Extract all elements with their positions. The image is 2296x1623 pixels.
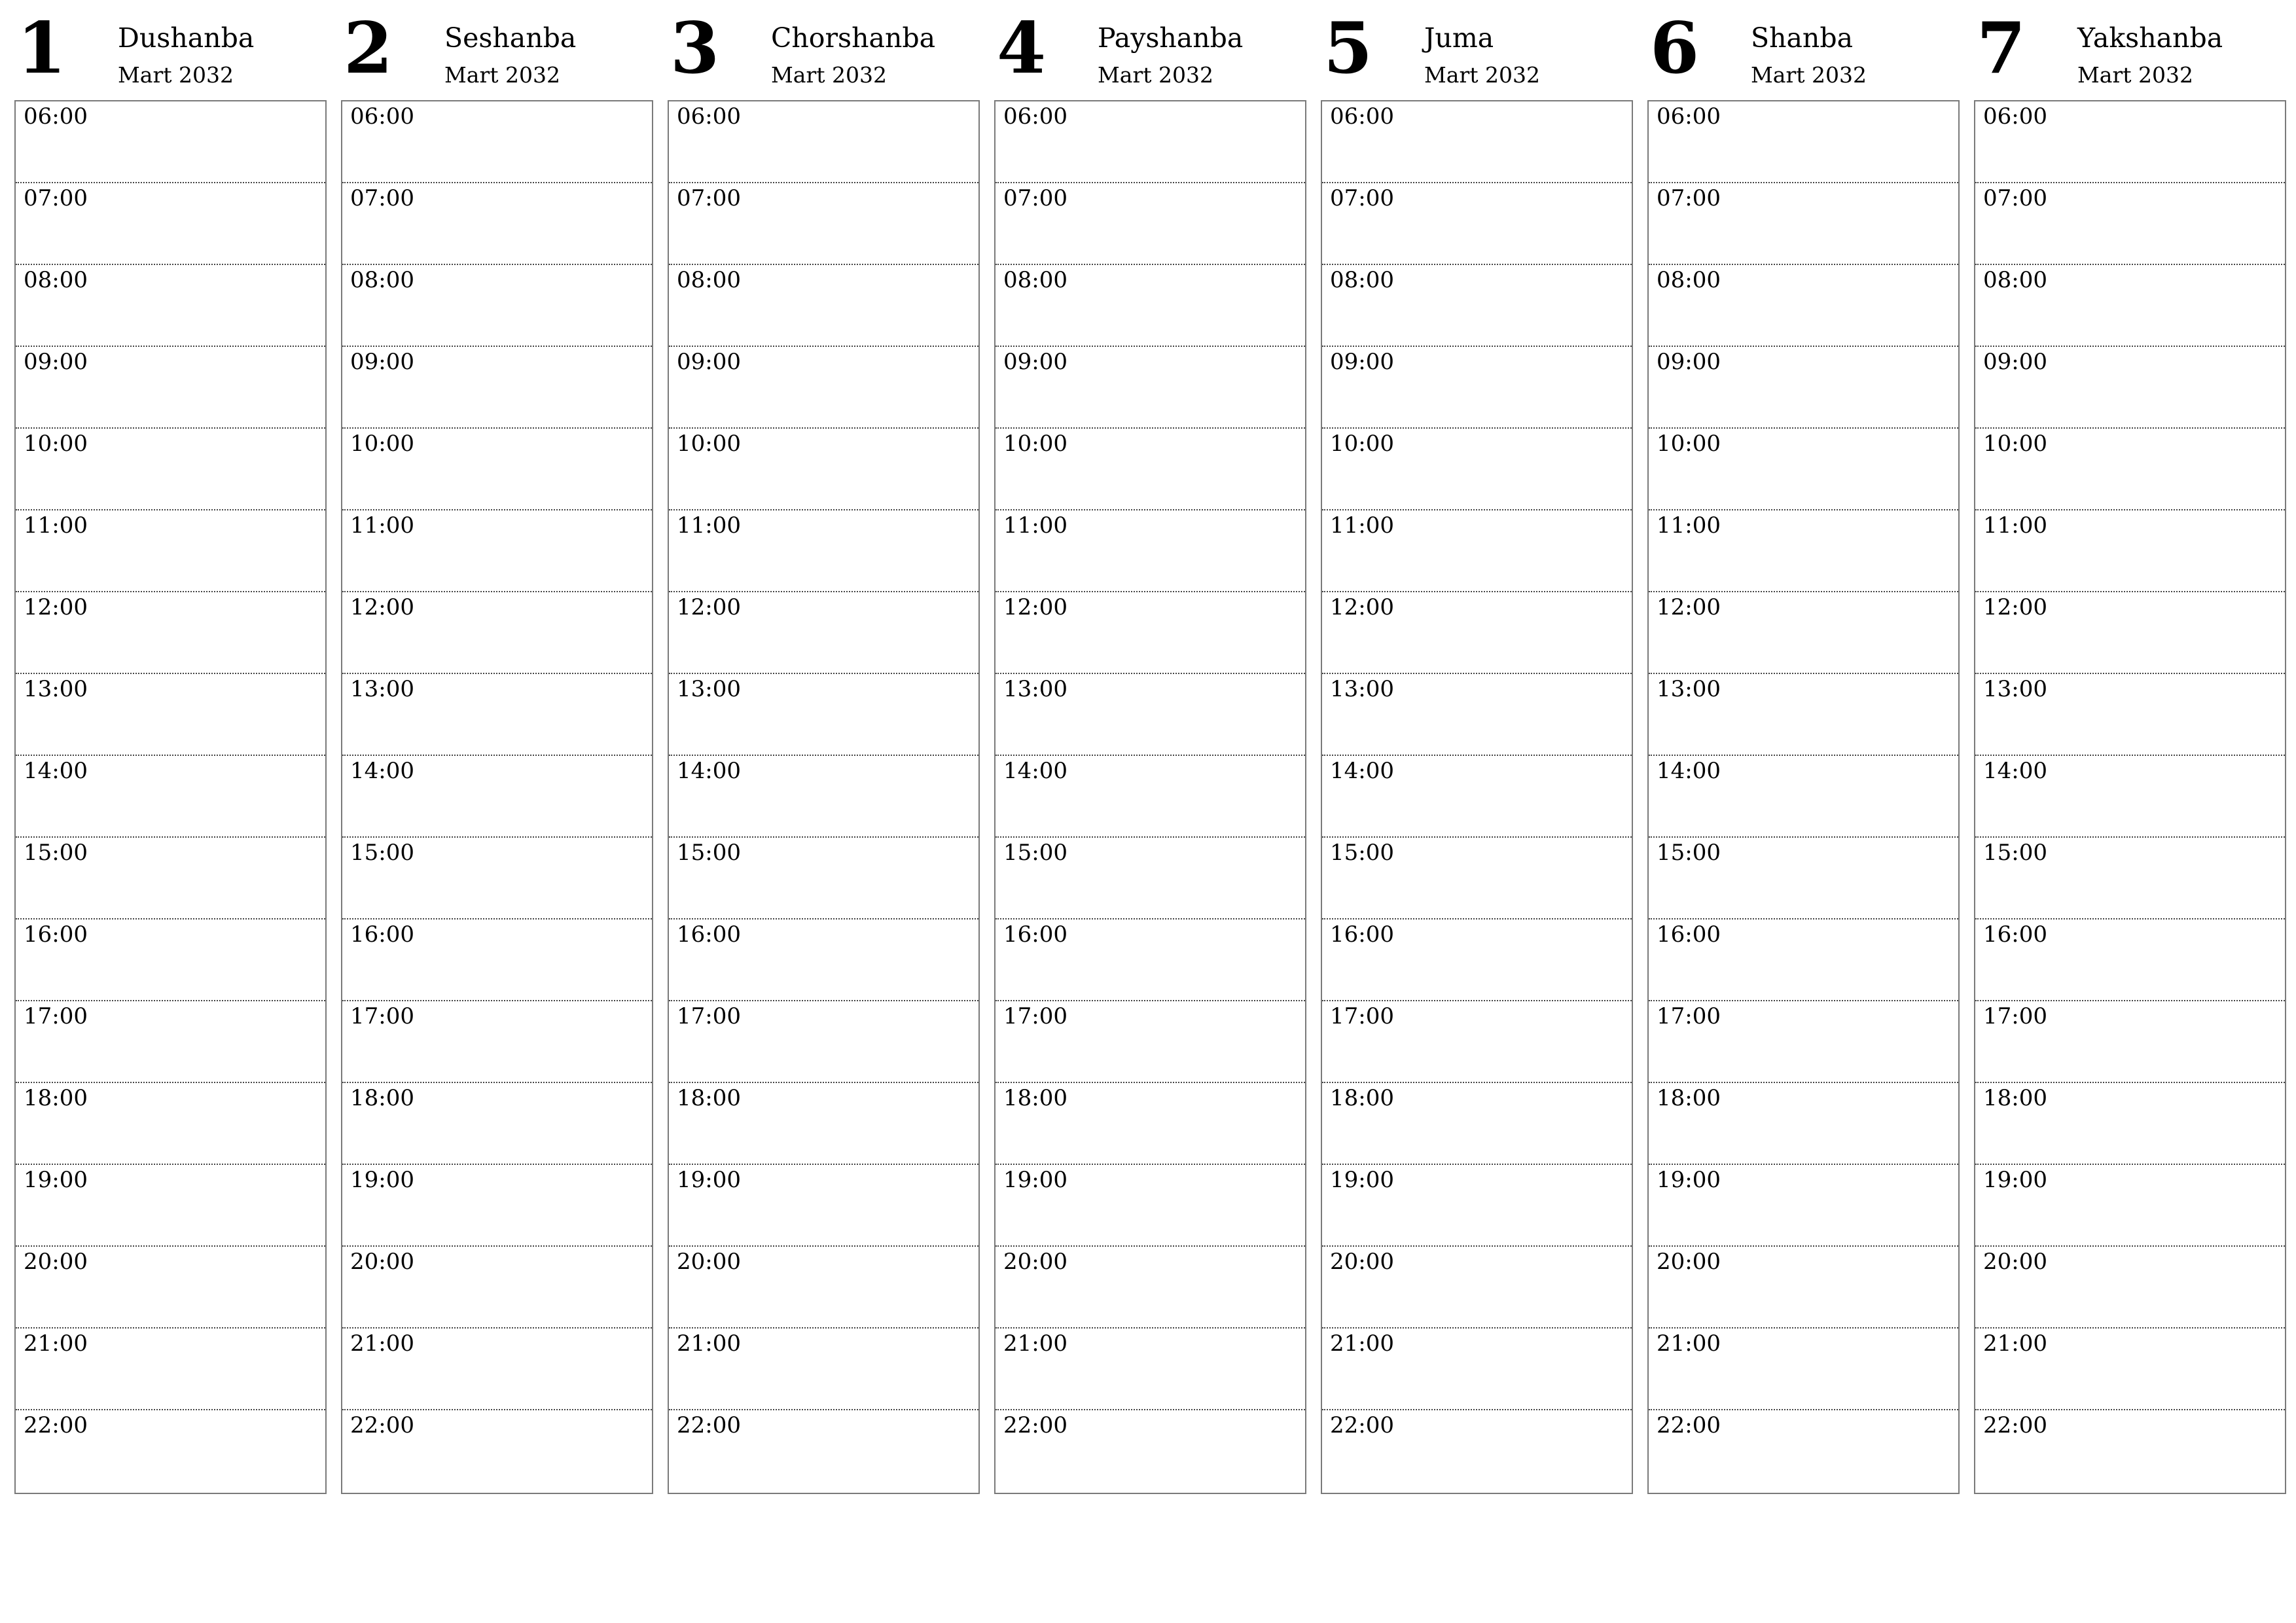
time-label: 22:00 [1983, 1412, 2047, 1438]
day-name: Dushanba [118, 22, 255, 54]
time-slot[interactable] [342, 510, 652, 592]
time-label: 16:00 [1003, 921, 1067, 948]
time-label: 08:00 [1330, 267, 1394, 293]
time-label: 11:00 [24, 512, 88, 539]
time-label: 22:00 [24, 1412, 88, 1438]
time-slot[interactable] [16, 101, 325, 183]
time-slot[interactable] [1975, 1083, 2285, 1165]
time-label: 10:00 [1003, 431, 1067, 457]
time-label: 07:00 [1330, 185, 1394, 211]
time-label: 19:00 [677, 1167, 741, 1193]
time-slot[interactable] [1975, 101, 2285, 183]
time-slot[interactable] [1649, 1083, 1958, 1165]
time-label: 21:00 [1330, 1330, 1394, 1357]
time-label: 11:00 [1003, 512, 1067, 539]
time-slot[interactable] [16, 838, 325, 919]
time-slot[interactable] [996, 1410, 1305, 1492]
time-slot[interactable] [16, 1083, 325, 1165]
time-label: 22:00 [1330, 1412, 1394, 1438]
time-slot[interactable] [996, 101, 1305, 183]
time-slot[interactable] [342, 1001, 652, 1083]
day-month: Mart 2032 [1098, 62, 1213, 88]
time-slot[interactable] [1322, 674, 1632, 756]
time-slot[interactable] [1649, 592, 1958, 674]
time-label: 12:00 [350, 594, 414, 620]
time-label: 21:00 [24, 1330, 88, 1357]
time-slot[interactable] [16, 592, 325, 674]
time-label: 08:00 [24, 267, 88, 293]
time-label: 17:00 [1657, 1003, 1721, 1029]
time-slot[interactable] [669, 1410, 978, 1492]
time-slot[interactable] [669, 838, 978, 919]
time-slot[interactable] [1975, 429, 2285, 510]
time-slot[interactable] [1649, 1001, 1958, 1083]
day-schedule-box [1647, 100, 1960, 1494]
time-slot[interactable] [16, 1165, 325, 1247]
time-slot[interactable] [669, 1165, 978, 1247]
time-label: 13:00 [677, 676, 741, 702]
day-header [1321, 0, 1633, 98]
time-slot[interactable] [1322, 510, 1632, 592]
time-slot[interactable] [1649, 429, 1958, 510]
time-slot[interactable] [1322, 1165, 1632, 1247]
time-slot[interactable] [996, 510, 1305, 592]
time-label: 21:00 [1003, 1330, 1067, 1357]
time-label: 06:00 [350, 103, 414, 130]
day-name: Seshanba [444, 22, 577, 54]
time-slot[interactable] [1322, 183, 1632, 265]
day-header [341, 0, 653, 98]
day-month: Mart 2032 [444, 62, 560, 88]
time-slot[interactable] [1322, 919, 1632, 1001]
time-label: 17:00 [1003, 1003, 1067, 1029]
time-slot[interactable] [996, 1001, 1305, 1083]
day-schedule-box [341, 100, 653, 1494]
time-label: 16:00 [350, 921, 414, 948]
time-label: 19:00 [24, 1167, 88, 1193]
day-header [668, 0, 980, 98]
day-name: Yakshanba [2077, 22, 2223, 54]
time-slot[interactable] [1322, 101, 1632, 183]
time-slot[interactable] [16, 429, 325, 510]
time-slot[interactable] [1322, 347, 1632, 429]
time-label: 14:00 [24, 758, 88, 784]
time-label: 22:00 [1657, 1412, 1721, 1438]
time-label: 18:00 [1657, 1085, 1721, 1111]
time-label: 10:00 [1983, 431, 2047, 457]
time-slot[interactable] [996, 429, 1305, 510]
time-slot[interactable] [669, 1083, 978, 1165]
time-slot[interactable] [342, 1165, 652, 1247]
time-slot[interactable] [669, 919, 978, 1001]
time-label: 14:00 [350, 758, 414, 784]
time-slot[interactable] [1649, 919, 1958, 1001]
time-slot[interactable] [16, 183, 325, 265]
time-slot[interactable] [16, 756, 325, 838]
time-label: 16:00 [677, 921, 741, 948]
time-slot[interactable] [996, 183, 1305, 265]
day-column-2 [341, 0, 653, 1499]
time-label: 10:00 [24, 431, 88, 457]
time-label: 20:00 [24, 1249, 88, 1275]
time-slot[interactable] [1975, 183, 2285, 265]
time-label: 18:00 [24, 1085, 88, 1111]
time-label: 08:00 [1657, 267, 1721, 293]
time-label: 21:00 [1657, 1330, 1721, 1357]
time-slot[interactable] [1975, 1001, 2285, 1083]
time-slot[interactable] [996, 756, 1305, 838]
day-month: Mart 2032 [118, 62, 234, 88]
time-label: 17:00 [677, 1003, 741, 1029]
time-slot[interactable] [1322, 1083, 1632, 1165]
time-slot[interactable] [342, 265, 652, 347]
time-label: 15:00 [1330, 840, 1394, 866]
day-header [1974, 0, 2286, 98]
time-slot[interactable] [996, 1329, 1305, 1410]
time-slot[interactable] [996, 674, 1305, 756]
time-label: 07:00 [1003, 185, 1067, 211]
time-slot[interactable] [669, 756, 978, 838]
day-header [1647, 0, 1960, 98]
time-label: 18:00 [1003, 1085, 1067, 1111]
time-label: 16:00 [1983, 921, 2047, 948]
time-label: 10:00 [677, 431, 741, 457]
time-slot[interactable] [1649, 101, 1958, 183]
day-number: 4 [997, 7, 1047, 90]
day-column-7 [1974, 0, 2286, 1499]
time-label: 15:00 [1657, 840, 1721, 866]
day-column-4 [994, 0, 1306, 1499]
time-slot[interactable] [996, 1083, 1305, 1165]
day-header [14, 0, 327, 98]
time-slot[interactable] [669, 183, 978, 265]
time-label: 15:00 [1983, 840, 2047, 866]
time-slot[interactable] [1649, 510, 1958, 592]
time-label: 15:00 [677, 840, 741, 866]
time-label: 16:00 [24, 921, 88, 948]
time-slot[interactable] [1975, 510, 2285, 592]
day-month: Mart 2032 [1751, 62, 1867, 88]
time-label: 19:00 [1657, 1167, 1721, 1193]
day-month: Mart 2032 [2077, 62, 2193, 88]
time-label: 21:00 [677, 1330, 741, 1357]
day-number: 1 [17, 7, 67, 90]
time-slot[interactable] [1975, 838, 2285, 919]
time-slot[interactable] [1975, 265, 2285, 347]
time-label: 08:00 [1983, 267, 2047, 293]
time-label: 09:00 [1003, 349, 1067, 375]
time-label: 06:00 [24, 103, 88, 130]
time-label: 09:00 [677, 349, 741, 375]
time-label: 11:00 [1330, 512, 1394, 539]
time-slot[interactable] [1322, 838, 1632, 919]
time-label: 22:00 [350, 1412, 414, 1438]
time-label: 14:00 [1330, 758, 1394, 784]
time-slot[interactable] [16, 1329, 325, 1410]
time-slot[interactable] [996, 347, 1305, 429]
weekly-planner [14, 0, 2286, 1499]
time-slot[interactable] [669, 592, 978, 674]
time-label: 07:00 [677, 185, 741, 211]
time-label: 21:00 [350, 1330, 414, 1357]
time-label: 20:00 [1657, 1249, 1721, 1275]
day-schedule-box [994, 100, 1306, 1494]
time-slot[interactable] [1649, 838, 1958, 919]
time-label: 11:00 [677, 512, 741, 539]
time-slot[interactable] [1649, 756, 1958, 838]
time-label: 14:00 [677, 758, 741, 784]
time-slot[interactable] [16, 265, 325, 347]
time-label: 20:00 [677, 1249, 741, 1275]
time-slot[interactable] [1322, 592, 1632, 674]
time-label: 11:00 [1657, 512, 1721, 539]
time-slot[interactable] [16, 1001, 325, 1083]
time-slot[interactable] [669, 347, 978, 429]
time-label: 19:00 [1983, 1167, 2047, 1193]
time-slot[interactable] [996, 1165, 1305, 1247]
day-name: Chorshanba [771, 22, 936, 54]
time-label: 06:00 [1003, 103, 1067, 130]
day-schedule-box [1321, 100, 1633, 1494]
day-name: Juma [1424, 22, 1494, 54]
time-slot[interactable] [1649, 674, 1958, 756]
time-label: 07:00 [1657, 185, 1721, 211]
time-label: 06:00 [677, 103, 741, 130]
time-label: 07:00 [24, 185, 88, 211]
time-label: 13:00 [350, 676, 414, 702]
time-slot[interactable] [1322, 756, 1632, 838]
time-label: 16:00 [1657, 921, 1721, 948]
time-slot[interactable] [1975, 674, 2285, 756]
day-header [994, 0, 1306, 98]
time-slot[interactable] [1649, 1329, 1958, 1410]
time-label: 15:00 [1003, 840, 1067, 866]
time-slot[interactable] [669, 429, 978, 510]
time-label: 18:00 [1983, 1085, 2047, 1111]
time-slot[interactable] [1322, 265, 1632, 347]
time-label: 12:00 [1003, 594, 1067, 620]
time-slot[interactable] [1975, 347, 2285, 429]
time-slot[interactable] [1975, 592, 2285, 674]
time-slot[interactable] [342, 838, 652, 919]
time-label: 10:00 [1657, 431, 1721, 457]
time-slot[interactable] [1322, 429, 1632, 510]
time-slot[interactable] [996, 919, 1305, 1001]
time-slot[interactable] [669, 101, 978, 183]
time-slot[interactable] [669, 674, 978, 756]
time-label: 20:00 [350, 1249, 414, 1275]
time-label: 20:00 [1330, 1249, 1394, 1275]
time-label: 15:00 [350, 840, 414, 866]
time-label: 10:00 [350, 431, 414, 457]
time-label: 20:00 [1003, 1249, 1067, 1275]
time-slot[interactable] [342, 347, 652, 429]
time-slot[interactable] [996, 838, 1305, 919]
time-slot[interactable] [996, 265, 1305, 347]
time-label: 17:00 [24, 1003, 88, 1029]
time-label: 06:00 [1657, 103, 1721, 130]
time-slot[interactable] [1975, 919, 2285, 1001]
time-label: 15:00 [24, 840, 88, 866]
day-number: 3 [670, 7, 720, 90]
day-column-6 [1647, 0, 1960, 1499]
time-slot[interactable] [342, 674, 652, 756]
time-slot[interactable] [342, 1083, 652, 1165]
time-slot[interactable] [669, 1247, 978, 1329]
time-slot[interactable] [1975, 1329, 2285, 1410]
time-label: 19:00 [350, 1167, 414, 1193]
time-label: 19:00 [1330, 1167, 1394, 1193]
time-label: 17:00 [1330, 1003, 1394, 1029]
time-label: 12:00 [1657, 594, 1721, 620]
time-slot[interactable] [1975, 1165, 2285, 1247]
time-label: 09:00 [350, 349, 414, 375]
time-slot[interactable] [669, 265, 978, 347]
time-label: 08:00 [677, 267, 741, 293]
time-label: 11:00 [1983, 512, 2047, 539]
day-column-5 [1321, 0, 1633, 1499]
day-month: Mart 2032 [771, 62, 887, 88]
time-label: 21:00 [1983, 1330, 2047, 1357]
day-number: 5 [1323, 7, 1373, 90]
time-label: 22:00 [1003, 1412, 1067, 1438]
day-number: 6 [1650, 7, 1700, 90]
time-label: 19:00 [1003, 1167, 1067, 1193]
time-slot[interactable] [16, 674, 325, 756]
time-slot[interactable] [16, 919, 325, 1001]
time-slot[interactable] [16, 347, 325, 429]
time-slot[interactable] [1649, 183, 1958, 265]
time-slot[interactable] [16, 1247, 325, 1329]
time-label: 10:00 [1330, 431, 1394, 457]
time-label: 11:00 [350, 512, 414, 539]
time-slot[interactable] [342, 592, 652, 674]
time-label: 14:00 [1003, 758, 1067, 784]
day-column-3 [668, 0, 980, 1499]
time-label: 14:00 [1983, 758, 2047, 784]
time-slot[interactable] [996, 1247, 1305, 1329]
time-slot[interactable] [1322, 1001, 1632, 1083]
time-slot[interactable] [1649, 265, 1958, 347]
time-label: 12:00 [1983, 594, 2047, 620]
time-label: 22:00 [677, 1412, 741, 1438]
time-slot[interactable] [342, 919, 652, 1001]
day-month: Mart 2032 [1424, 62, 1540, 88]
time-slot[interactable] [1322, 1329, 1632, 1410]
time-slot[interactable] [669, 1329, 978, 1410]
time-slot[interactable] [342, 1410, 652, 1492]
day-number: 2 [344, 7, 393, 90]
time-label: 13:00 [1003, 676, 1067, 702]
time-slot[interactable] [16, 1410, 325, 1492]
time-slot[interactable] [1975, 1410, 2285, 1492]
time-slot[interactable] [669, 1001, 978, 1083]
time-slot[interactable] [1975, 756, 2285, 838]
time-label: 12:00 [1330, 594, 1394, 620]
time-slot[interactable] [1975, 1247, 2285, 1329]
time-slot[interactable] [1649, 347, 1958, 429]
time-label: 18:00 [677, 1085, 741, 1111]
time-slot[interactable] [342, 429, 652, 510]
time-slot[interactable] [342, 183, 652, 265]
time-label: 09:00 [24, 349, 88, 375]
time-label: 18:00 [350, 1085, 414, 1111]
time-label: 13:00 [1330, 676, 1394, 702]
day-schedule-box [668, 100, 980, 1494]
time-label: 09:00 [1983, 349, 2047, 375]
time-label: 18:00 [1330, 1085, 1394, 1111]
time-label: 17:00 [1983, 1003, 2047, 1029]
time-label: 09:00 [1330, 349, 1394, 375]
time-label: 09:00 [1657, 349, 1721, 375]
time-label: 07:00 [350, 185, 414, 211]
time-slot[interactable] [669, 510, 978, 592]
time-label: 13:00 [1657, 676, 1721, 702]
time-label: 13:00 [24, 676, 88, 702]
time-label: 17:00 [350, 1003, 414, 1029]
day-name: Payshanba [1098, 22, 1244, 54]
time-slot[interactable] [342, 756, 652, 838]
time-slot[interactable] [342, 1247, 652, 1329]
time-label: 12:00 [677, 594, 741, 620]
time-label: 13:00 [1983, 676, 2047, 702]
day-schedule-box [1974, 100, 2286, 1494]
time-label: 14:00 [1657, 758, 1721, 784]
day-column-1 [14, 0, 327, 1499]
time-label: 08:00 [1003, 267, 1067, 293]
time-label: 12:00 [24, 594, 88, 620]
time-slot[interactable] [16, 510, 325, 592]
day-name: Shanba [1751, 22, 1854, 54]
time-label: 06:00 [1983, 103, 2047, 130]
time-slot[interactable] [1649, 1247, 1958, 1329]
time-slot[interactable] [342, 101, 652, 183]
time-label: 16:00 [1330, 921, 1394, 948]
time-slot[interactable] [1322, 1247, 1632, 1329]
time-slot[interactable] [1649, 1410, 1958, 1492]
time-label: 20:00 [1983, 1249, 2047, 1275]
time-slot[interactable] [996, 592, 1305, 674]
time-label: 08:00 [350, 267, 414, 293]
time-label: 06:00 [1330, 103, 1394, 130]
time-slot[interactable] [1322, 1410, 1632, 1492]
time-label: 07:00 [1983, 185, 2047, 211]
time-slot[interactable] [342, 1329, 652, 1410]
day-schedule-box [14, 100, 327, 1494]
day-number: 7 [1977, 7, 2026, 90]
time-slot[interactable] [1649, 1165, 1958, 1247]
